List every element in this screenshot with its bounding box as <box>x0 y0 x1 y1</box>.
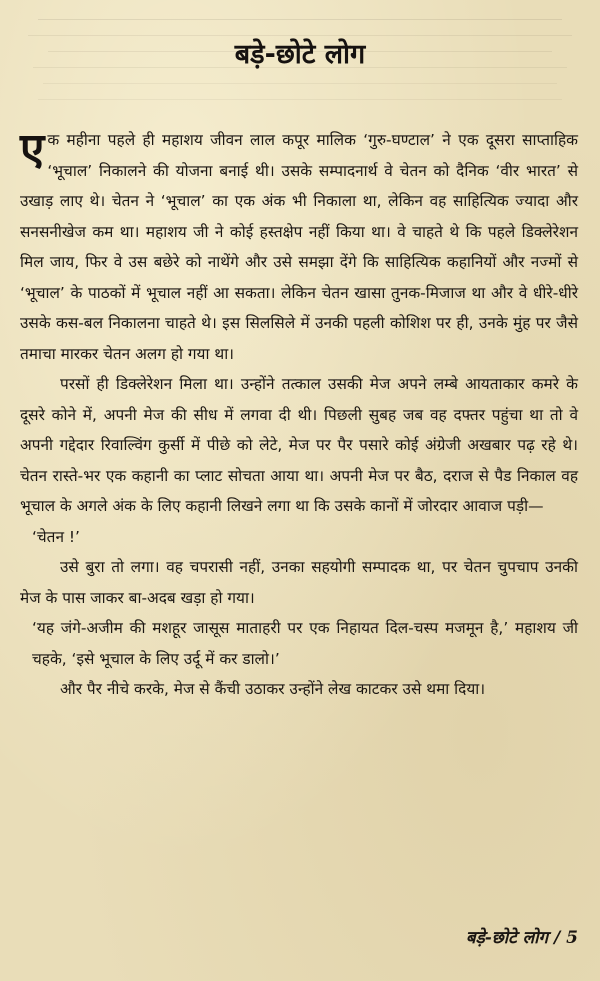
paragraph-4: ‘यह जंगे-अजीम की मशहूर जासूस माताहरी पर एक निहायत दिल-चस्प मजमून है,’ महाशय जी चहके, ‘इसे भूचाल के लिए उर्दू में कर डालो।’ <box>32 619 578 668</box>
page-title: बड़े-छोटे लोग <box>234 39 366 70</box>
paragraph-1 <box>20 125 578 369</box>
footer-separator: / <box>554 928 561 948</box>
story-body <box>20 125 578 705</box>
running-title: बड़े-छोटे लोग <box>465 928 549 948</box>
paragraph-3: उसे बुरा तो लगा। वह चपरासी नहीं, उनका सहयोगी सम्पादक था, पर चेतन चुपचाप उनकी मेज के पास जाकर बा-अदब खड़ा हो गया। <box>20 558 578 607</box>
paragraph-2: परसों ही डिक्लेरेशन मिला था। उन्होंने तत्काल उसकी मेज अपने लम्बे आयताकार कमरे के दूसरे कोने में, अपनी मेज की सीध में लगवा दी थी। पिछली सुबह जब वह दफ्तर पहुंचा था तो वे अपनी गद्देदार रिवाल्विंग कुर्सी में पीछे को लेटे, मेज पर पैर पसारे कोई अंग्रेजी अखबार पढ़ रहे थे। चेतन रास्ते-भर एक कहानी का प्लाट सोचता आया था। अपनी मेज पर बैठ, दराज से पैड निकाल वह भूचाल के अगले अंक के लिए कहानी लिखने लगा था कि उसके कानों में जोरदार आवाज पड़ी— <box>20 375 578 515</box>
paragraph-1-text: क महीना पहले ही महाशय जीवन लाल कपूर मालिक ‘गुरु-घण्टाल’ ने एक दूसरा साप्ताहिक ‘भूचाल’ निकालने की योजना बनाई थी। उसके सम्पादनार्थ वे चेतन को दैनिक ‘वीर भारत’ से उखाड़ लाए थे। चेतन ने ‘भूचाल’ का एक अंक भी निकाला था, लेकिन वह साहित्यिक ज्यादा और सनसनीखेज कम था। महाशय जी ने कोई हस्तक्षेप नहीं किया था। वे चाहते थे कि पहले डिक्लेरेशन मिल जाय, फिर वे उस बछेरे को नाथेंगे और उसे समझा देंगे कि साहित्यिक कहानियों और नज्मों से ‘भूचाल’ के पाठकों में भूचाल नहीं आ सकता। लेकिन चेतन खासा तुनक-मिजाज था और वे धीरे-धीरे उसके कस-बल निकालना चाहते थे। इस सिलसिले में उनकी पहली कोशिश पर ही, उनके मुंह पर जैसे तमाचा मारकर चेतन अलग हो गया था। <box>20 131 578 363</box>
dialogue-line: ‘चेतन !’ <box>32 527 80 546</box>
page-footer <box>466 925 578 948</box>
page-number: 5 <box>566 928 578 948</box>
drop-cap: ए <box>20 124 45 175</box>
paragraph-5: और पैर नीचे करके, मेज से कैंची उठाकर उन्होंने लेख काटकर उसे थमा दिया। <box>60 680 486 698</box>
